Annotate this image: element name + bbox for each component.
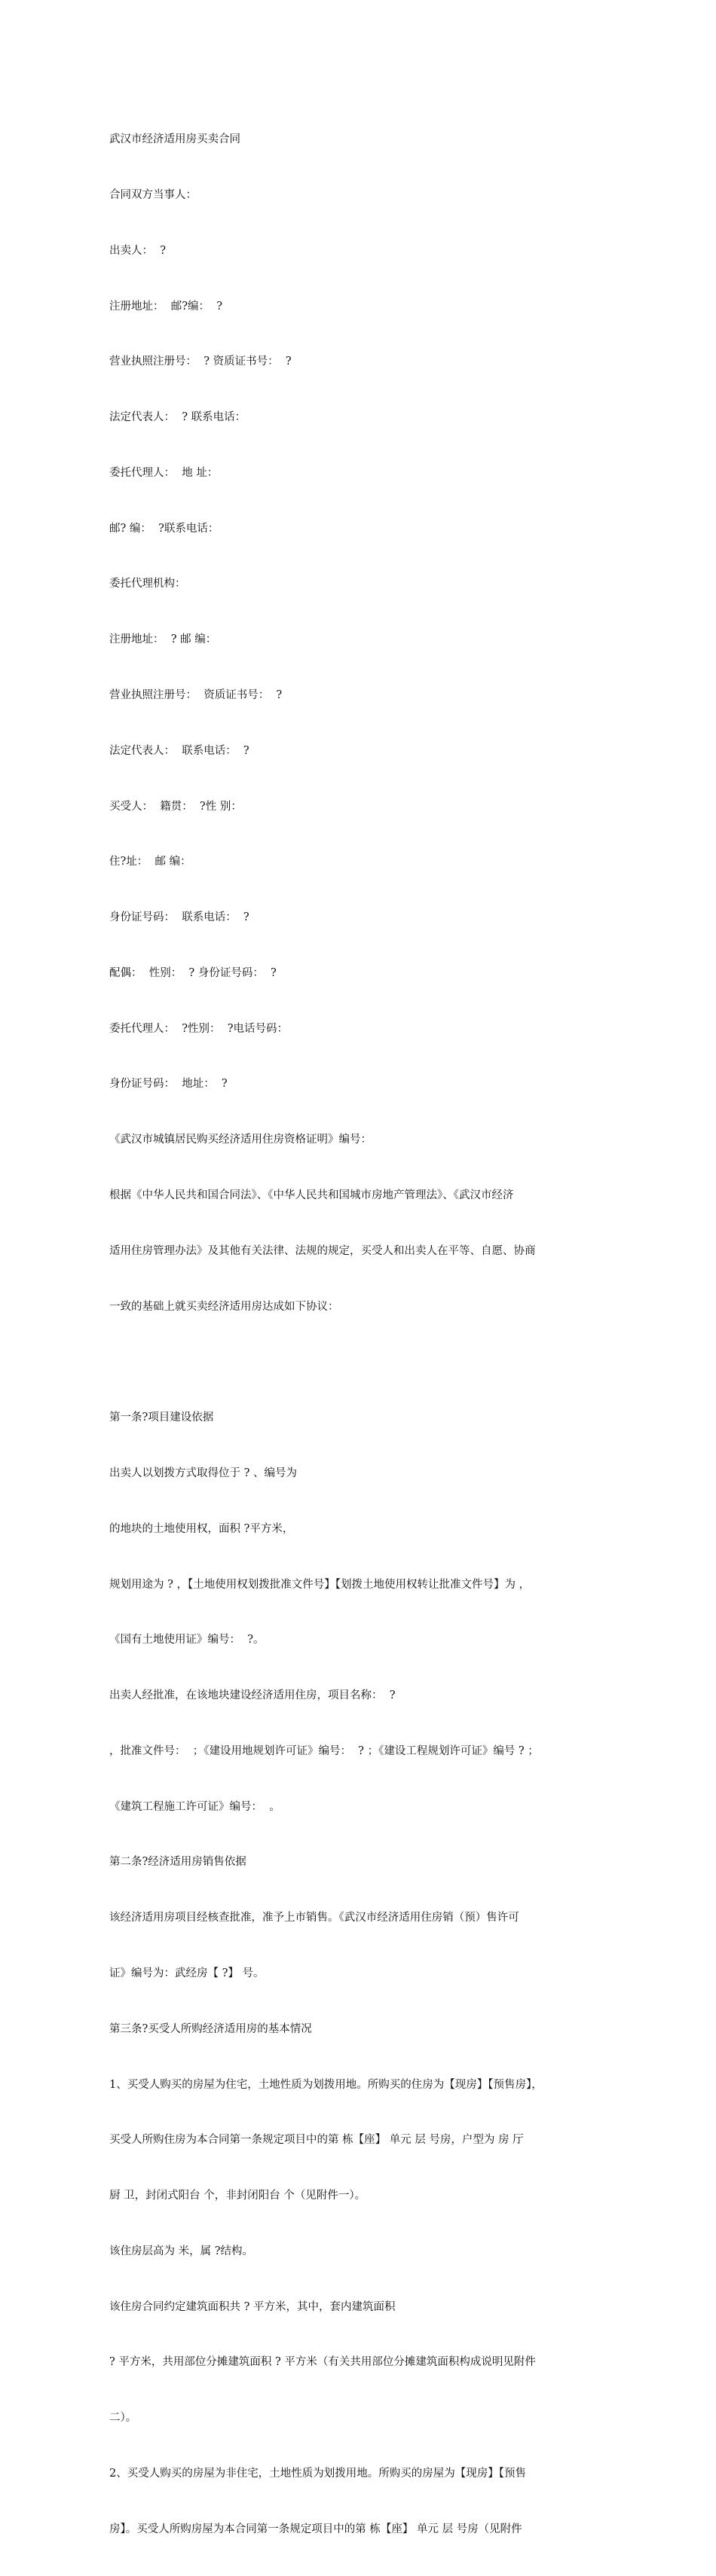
text-line: ? 平方米，共用部位分摊建筑面积 ? 平方米（有关共用部位分摊建筑面积构成说明见附件 bbox=[109, 2356, 536, 2369]
section-heading: 第一条?项目建设依据 bbox=[109, 1412, 214, 1424]
text-line: 住?址： 邮 编： bbox=[109, 856, 191, 868]
text-line: 的地块的土地使用权，面积 ?平方米， bbox=[109, 1522, 294, 1535]
text-line: 出卖人经批准，在该地块建设经济适用住房，项目名称： ? bbox=[109, 1689, 396, 1702]
text-line: 身份证号码： 联系电话： ? bbox=[109, 911, 249, 924]
text-line: 规划用途为 ? ，【土地使用权划拨批准文件号】【划拨土地使用权转让批准文件号】为 ， bbox=[109, 1578, 531, 1591]
text-line: 注册地址： 邮?编： ? bbox=[109, 300, 222, 313]
text-line: 房】。买受人所购房屋为本合同第一条规定项目中的第 栋【座】 单元 层 号房（见附件 bbox=[109, 2523, 522, 2535]
text-line: 《建筑工程施工许可证》编号： 。 bbox=[109, 1800, 280, 1813]
text-line: 身份证号码： 地址： ? bbox=[109, 1078, 228, 1091]
text-line: 委托代理机构： bbox=[109, 578, 186, 591]
text-line: ，批准文件号： ；《建设用地规划许可证》编号： ? ；《建设工程规划许可证》编号 ? ； bbox=[109, 1744, 539, 1757]
text-line: 根据《中华人民共和国合同法》、《中华人民共和国城市房地产管理法》、《武汉市经济 bbox=[109, 1189, 514, 1202]
text-line: 营业执照注册号： ? 资质证书号： ? bbox=[109, 356, 292, 368]
text-line: 厨 卫，封闭式阳台 个，非封闭阳台 个（见附件一）。 bbox=[109, 2190, 366, 2202]
contract-body bbox=[109, 93, 618, 2576]
text-line: 注册地址： ? 邮 编： bbox=[109, 633, 217, 646]
section-heading: 第三条?买受人所购经济适用房的基本情况 bbox=[109, 2022, 312, 2035]
text-line: 适用住房管理办法》及其他有关法律、法规的规定，买受人和出卖人在平等、自愿、协商 bbox=[109, 1244, 536, 1257]
text-line: 邮? 编： ?联系电话： bbox=[109, 522, 219, 535]
text-line: 配偶： 性别： ? 身份证号码： ? bbox=[109, 966, 277, 979]
section-heading: 第二条?经济适用房销售依据 bbox=[109, 1856, 246, 1869]
text-line: 买受人所购住房为本合同第一条规定项目中的第 栋【座】 单元 层 号房，户型为 房 厅 bbox=[109, 2134, 524, 2147]
text-line: 二）。 bbox=[109, 2412, 137, 2425]
text-line: 《国有土地使用证》编号： ?。 bbox=[109, 1634, 265, 1647]
text-line: 法定代表人： ? 联系电话： bbox=[109, 411, 246, 424]
text-line: 委托代理人： 地 址： bbox=[109, 466, 219, 479]
text-line: 出卖人： ? bbox=[109, 244, 166, 257]
text-line: 该住房层高为 米，属 ?结构。 bbox=[109, 2245, 253, 2257]
text-line: 证》编号为：武经房【 ?】 号。 bbox=[109, 1967, 265, 1979]
text-line: 出卖人以划拨方式取得位于 ? 、编号为 bbox=[109, 1467, 297, 1479]
text-line: 1、买受人购买的房屋为住宅，土地性质为划拨用地。所购买的住房为【现房】【预售房】， bbox=[109, 2078, 543, 2091]
text-line: 2、买受人购买的房屋为非住宅，土地性质为划拨用地。所购买的房屋为【现房】【预售 bbox=[109, 2468, 526, 2480]
text-line: 委托代理人： ?性别： ?电话号码： bbox=[109, 1022, 288, 1035]
text-line: 买受人： 籍贯： ?性 别： bbox=[109, 800, 242, 813]
text-line: 该经济适用房项目经核查批准，准予上市销售。《武汉市经济适用住房销（预）售许可 bbox=[109, 1912, 519, 1924]
text-line: 《武汉市城镇居民购买经济适用住房资格证明》编号： bbox=[109, 1134, 372, 1146]
text-line: 一致的基础上就买卖经济适用房达成如下协议： bbox=[109, 1300, 339, 1313]
blank-line bbox=[109, 1353, 618, 1372]
document-title: 武汉市经济适用房买卖合同 bbox=[109, 133, 240, 146]
text-line: 法定代表人： 联系电话： ? bbox=[109, 744, 249, 757]
text-line: 合同双方当事人： bbox=[109, 188, 197, 201]
text-line: 该住房合同约定建筑面积共 ? 平方米，其中，套内建筑面积 bbox=[109, 2300, 396, 2313]
text-line: 营业执照注册号： 资质证书号： ? bbox=[109, 689, 283, 701]
